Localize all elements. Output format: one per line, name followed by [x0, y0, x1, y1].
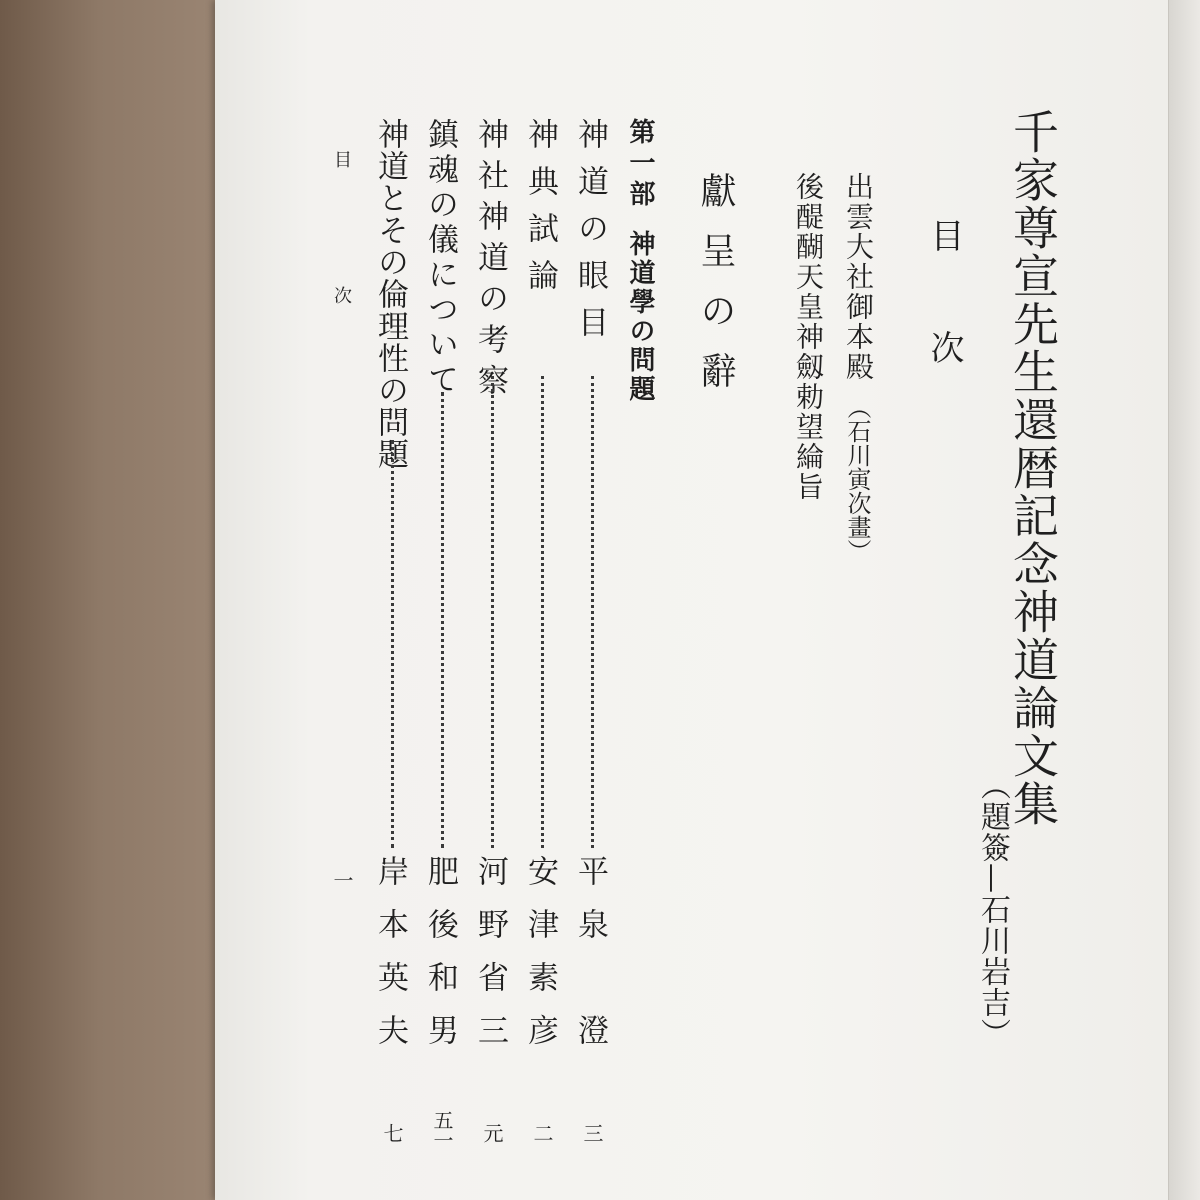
- calligraphy-credit: （題簽—石川岩吉）: [975, 770, 1010, 1049]
- entry-page-number: 三: [580, 1123, 604, 1143]
- leader-dots: [591, 376, 594, 848]
- entry-page-number: 二: [530, 1123, 554, 1143]
- leader-dots: [491, 376, 494, 848]
- page-folio: 一: [330, 870, 354, 890]
- entry-title: 鎮魂の儀について: [422, 118, 458, 398]
- entry-author: 河野省三: [472, 855, 508, 1067]
- desk-surface: [0, 0, 220, 1200]
- toc-entry: [523, 0, 563, 1200]
- entry-title: 神道の眼目: [572, 118, 608, 353]
- entry-page-number: 七: [380, 1123, 404, 1143]
- entry-title: 神典試論: [522, 118, 558, 306]
- leader-dots: [541, 376, 544, 848]
- toc-entry: [373, 0, 413, 1200]
- entry-author: 平泉 澄: [572, 855, 608, 1067]
- entry-author: 岸本英夫: [372, 855, 408, 1067]
- entry-page-number: 五一: [430, 1110, 454, 1150]
- part-title: 神道學の問題: [625, 230, 655, 404]
- running-head: 目 次: [331, 150, 352, 354]
- entry-title: 神道とその倫理性の問題: [372, 118, 408, 470]
- entry-page-number: 元: [480, 1123, 504, 1143]
- part-label: 第一部: [625, 118, 655, 211]
- toc-entry: [573, 0, 613, 1200]
- adjacent-page-edge: [1168, 0, 1200, 1200]
- book-title: 千家尊宣先生還暦記念神道論文集: [1006, 108, 1060, 828]
- toc-entry: [473, 0, 513, 1200]
- entry-title: 神社神道の考察: [472, 118, 508, 405]
- entry-author: 安津素彦: [522, 855, 558, 1067]
- leader-dots: [441, 392, 444, 848]
- entry-author: 肥後和男: [422, 855, 458, 1067]
- contents-heading: 目 次: [924, 218, 964, 386]
- toc-entry: [423, 0, 463, 1200]
- leader-dots: [391, 440, 394, 848]
- frontispiece-caption: 後醍醐天皇神劔勅望綸旨: [792, 172, 825, 502]
- frontispiece-credit: （石川寅次畫）: [843, 395, 871, 563]
- frontispiece-caption: 出雲大社御本殿: [842, 172, 875, 382]
- dedication-heading: 獻呈の辭: [695, 172, 736, 412]
